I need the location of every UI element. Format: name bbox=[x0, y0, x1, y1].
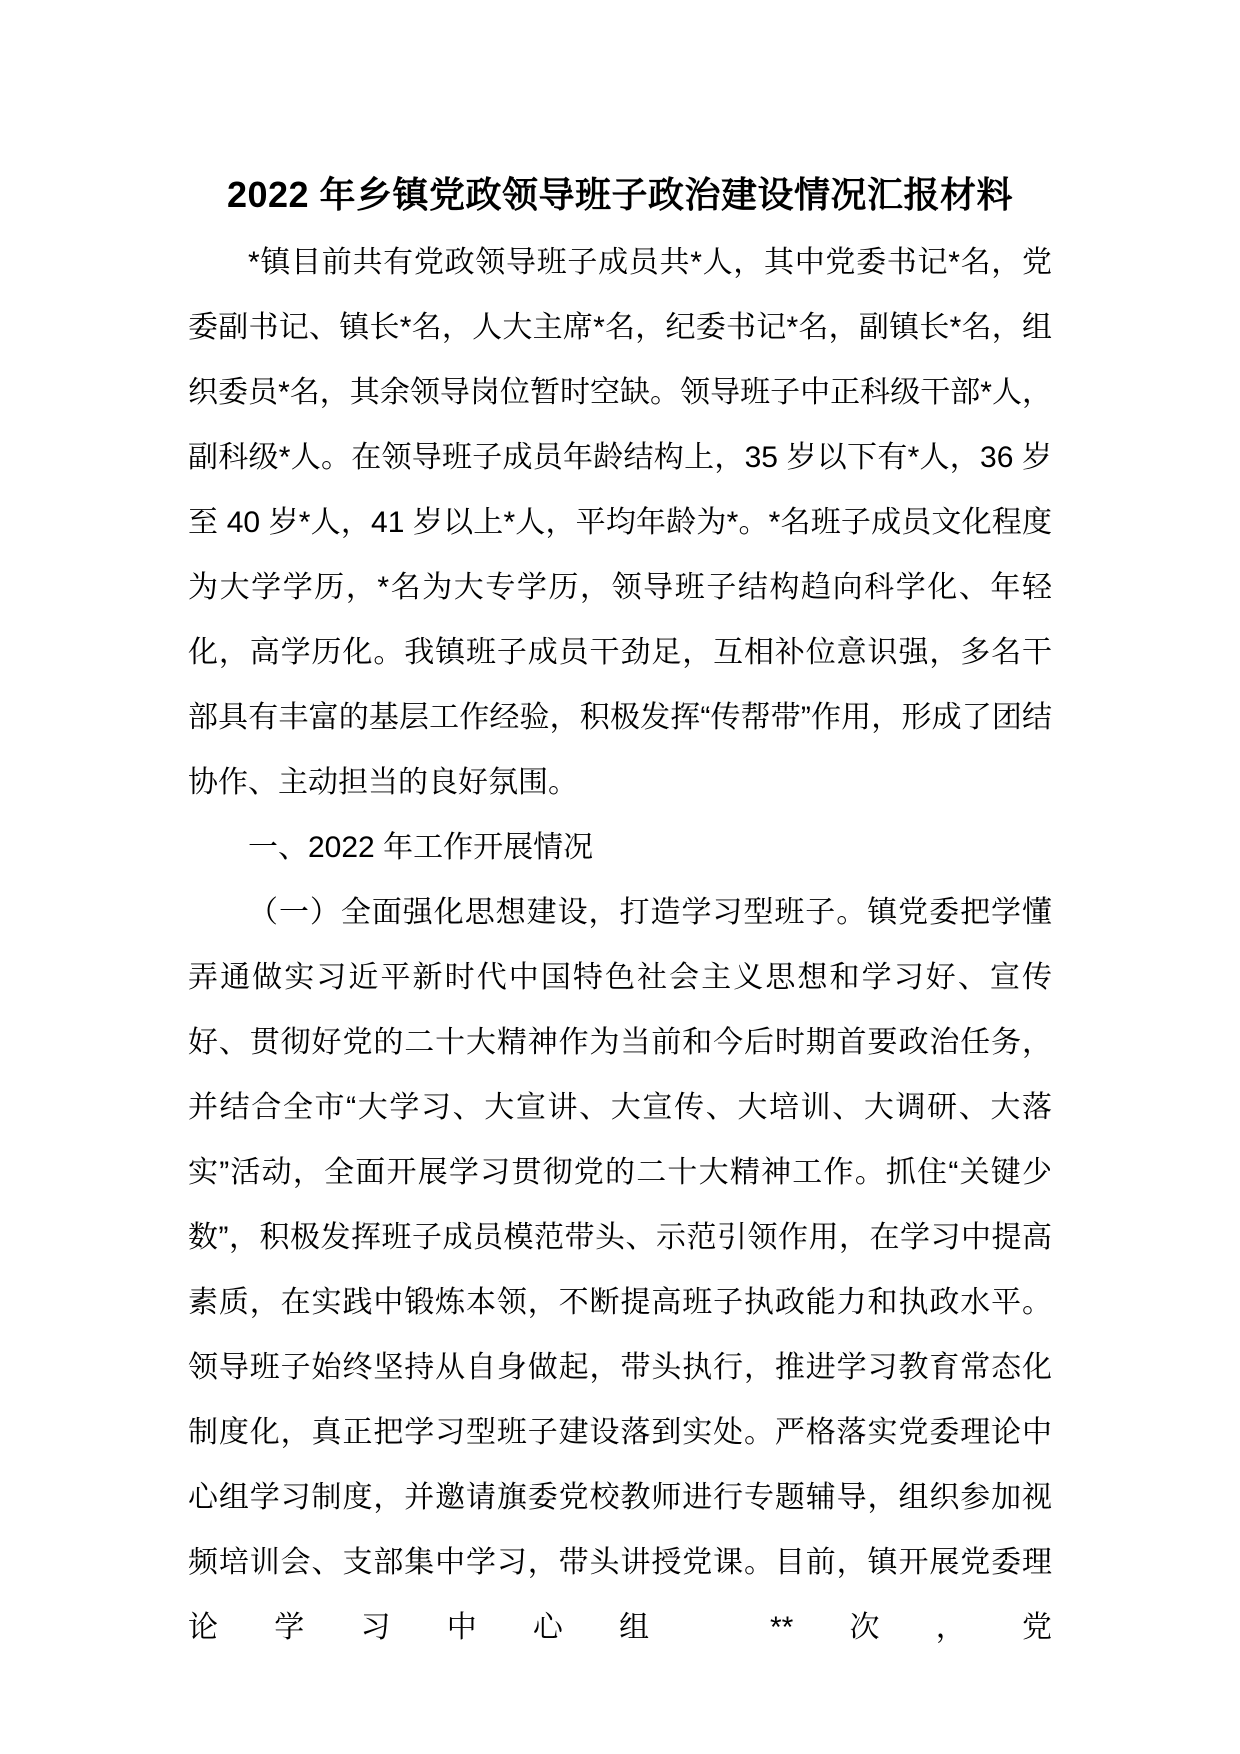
paragraph-ideology-building: （一）全面强化思想建设，打造学习型班子。镇党委把学懂弄通做实习近平新时代中国特色社会主义思想和学习好、宣传好、贯彻好党的二十大精神作为当前和今后时期首要政治任务，并结合全市“大学习、大宣讲、大宣传、大培训、大调研、大落实”活动，全面开展学习贯彻党的二十大精神工作。抓住“关键少数”，积极发挥班子成员模范带头、示范引领作用，在学习中提高素质，在实践中锻炼本领，不断提高班子执政能力和执政水平。领导班子始终坚持从自身做起，带头执行，推进学习教育常态化制度化，真正把学习型班子建设落到实处。严格落实党委理论中心组学习制度，并邀请旗委党校教师进行专题辅导，组织参加视频培训会、支部集中学习，带头讲授党课。目前，镇开展党委理论学习中心组 **次，党 bbox=[188, 896, 1052, 1644]
document-title: 2022 年乡镇党政领导班子政治建设情况汇报材料 bbox=[226, 174, 1014, 215]
section-heading-2022-work: 一、2022 年工作开展情况 bbox=[248, 831, 594, 864]
paragraph-team-overview: *镇目前共有党政领导班子成员共*人，其中党委书记*名，党委副书记、镇长*名，人大主席*名，纪委书记*名，副镇长*名，组织委员*名，其余领导岗位暂时空缺。领导班子中正科级干部*人，副科级*人。在领导班子成员年龄结构上，35 岁以下有*人，36 岁至 40 岁*人，41 岁以上*人，平均年龄为*。*名班子成员文化程度为大学学历，*名为大专学历，领导班子结构趋向科学化、年轻化，高学历化。我镇班子成员干劲足，互相补位意识强，多名干部具有丰富的基层工作经验，积极发挥“传帮带”作用，形成了团结协作、主动担当的良好氛围。 bbox=[188, 246, 1052, 799]
